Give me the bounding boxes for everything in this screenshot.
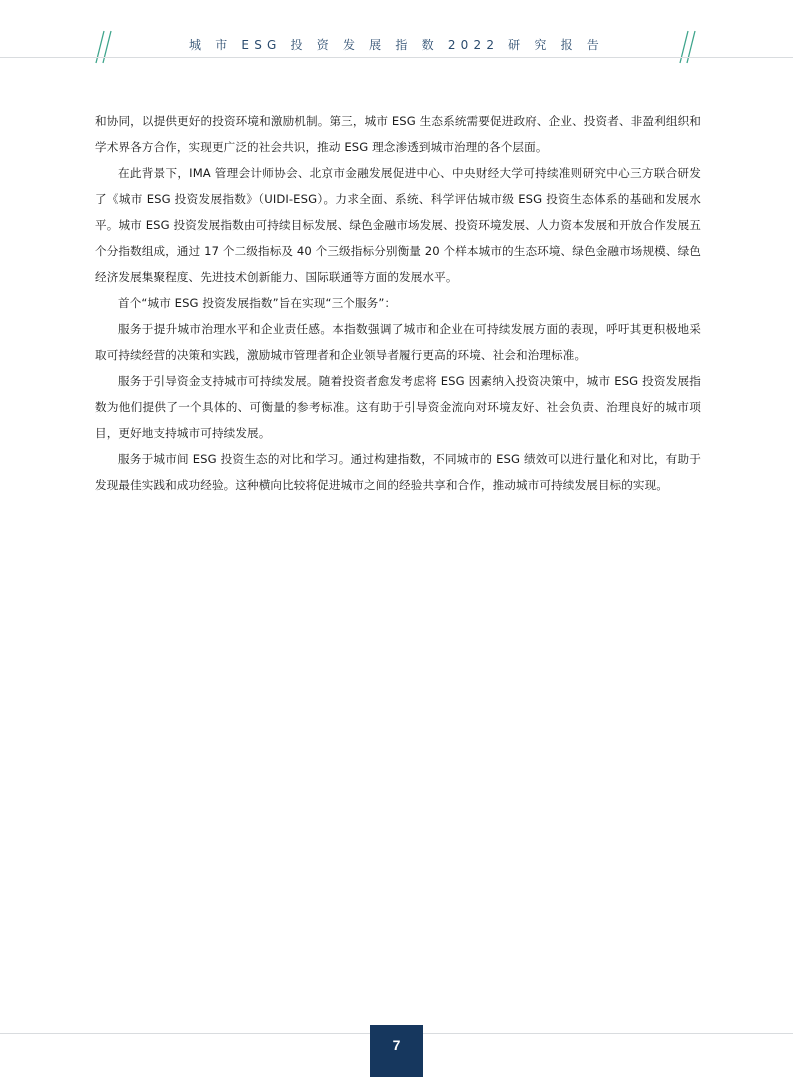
paragraph-service-governance: 服务于提升城市治理水平和企业责任感。本指数强调了城市和企业在可持续发展方面的表现，呼吁其更积极地采取可持续经营的决策和实践，激励城市管理者和企业领导者履行更高的环境、社会和治理标准。 <box>95 322 701 362</box>
page-number: 7 <box>392 1037 401 1053</box>
double-slash-left-icon <box>94 30 118 64</box>
double-slash-right-icon <box>678 30 702 64</box>
body-text <box>95 108 701 498</box>
paragraph-three-services-intro: 首个“城市 ESG 投资发展指数”旨在实现“三个服务”： <box>118 296 397 310</box>
paragraph-service-capital: 服务于引导资金支持城市可持续发展。随着投资者愈发考虑将 ESG 因素纳入投资决策中，城市 ESG 投资发展指数为他们提供了一个具体的、可衡量的参考标准。这有助于引导资金流向对环境友好、社会负责、治理良好的城市项目，更好地支持城市可持续发展。 <box>95 374 701 440</box>
paragraph-continuation: 和协同，以提供更好的投资环境和激励机制。第三，城市 ESG 生态系统需要促进政府、企业、投资者、非盈利组织和学术界各方合作，实现更广泛的社会共识，推动 ESG 理念渗透到城市治理的各个层面。 <box>95 114 701 154</box>
page-header <box>0 0 793 60</box>
header-divider <box>0 57 793 58</box>
paragraph-background: 在此背景下，IMA 管理会计师协会、北京市金融发展促进中心、中央财经大学可持续准则研究中心三方联合研发了《城市 ESG 投资发展指数》（UIDI-ESG）。力求全面、系统、科学评估城市级 ESG 投资生态体系的基础和发展水平。城市 ESG 投资发展指数由可持续目标发展、绿色金融市场发展、投资环境发展、人力资本发展和开放合作发展五个分指数组成，通过 17 个二级指标及 40 个三级指标分别衡量 20 个样本城市的生态环境、绿色金融市场规模、绿色经济发展集聚程度、先进技术创新能力、国际联通等方面的发展水平。 <box>95 166 701 284</box>
paragraph-service-comparison: 服务于城市间 ESG 投资生态的对比和学习。通过构建指数，不同城市的 ESG 绩效可以进行量化和对比，有助于发现最佳实践和成功经验。这种横向比较将促进城市之间的经验共享和合作，推动城市可持续发展目标的实现。 <box>95 452 701 492</box>
report-title: 城 市 ESG 投 资 发 展 指 数 2022 研 究 报 告 <box>188 38 605 52</box>
